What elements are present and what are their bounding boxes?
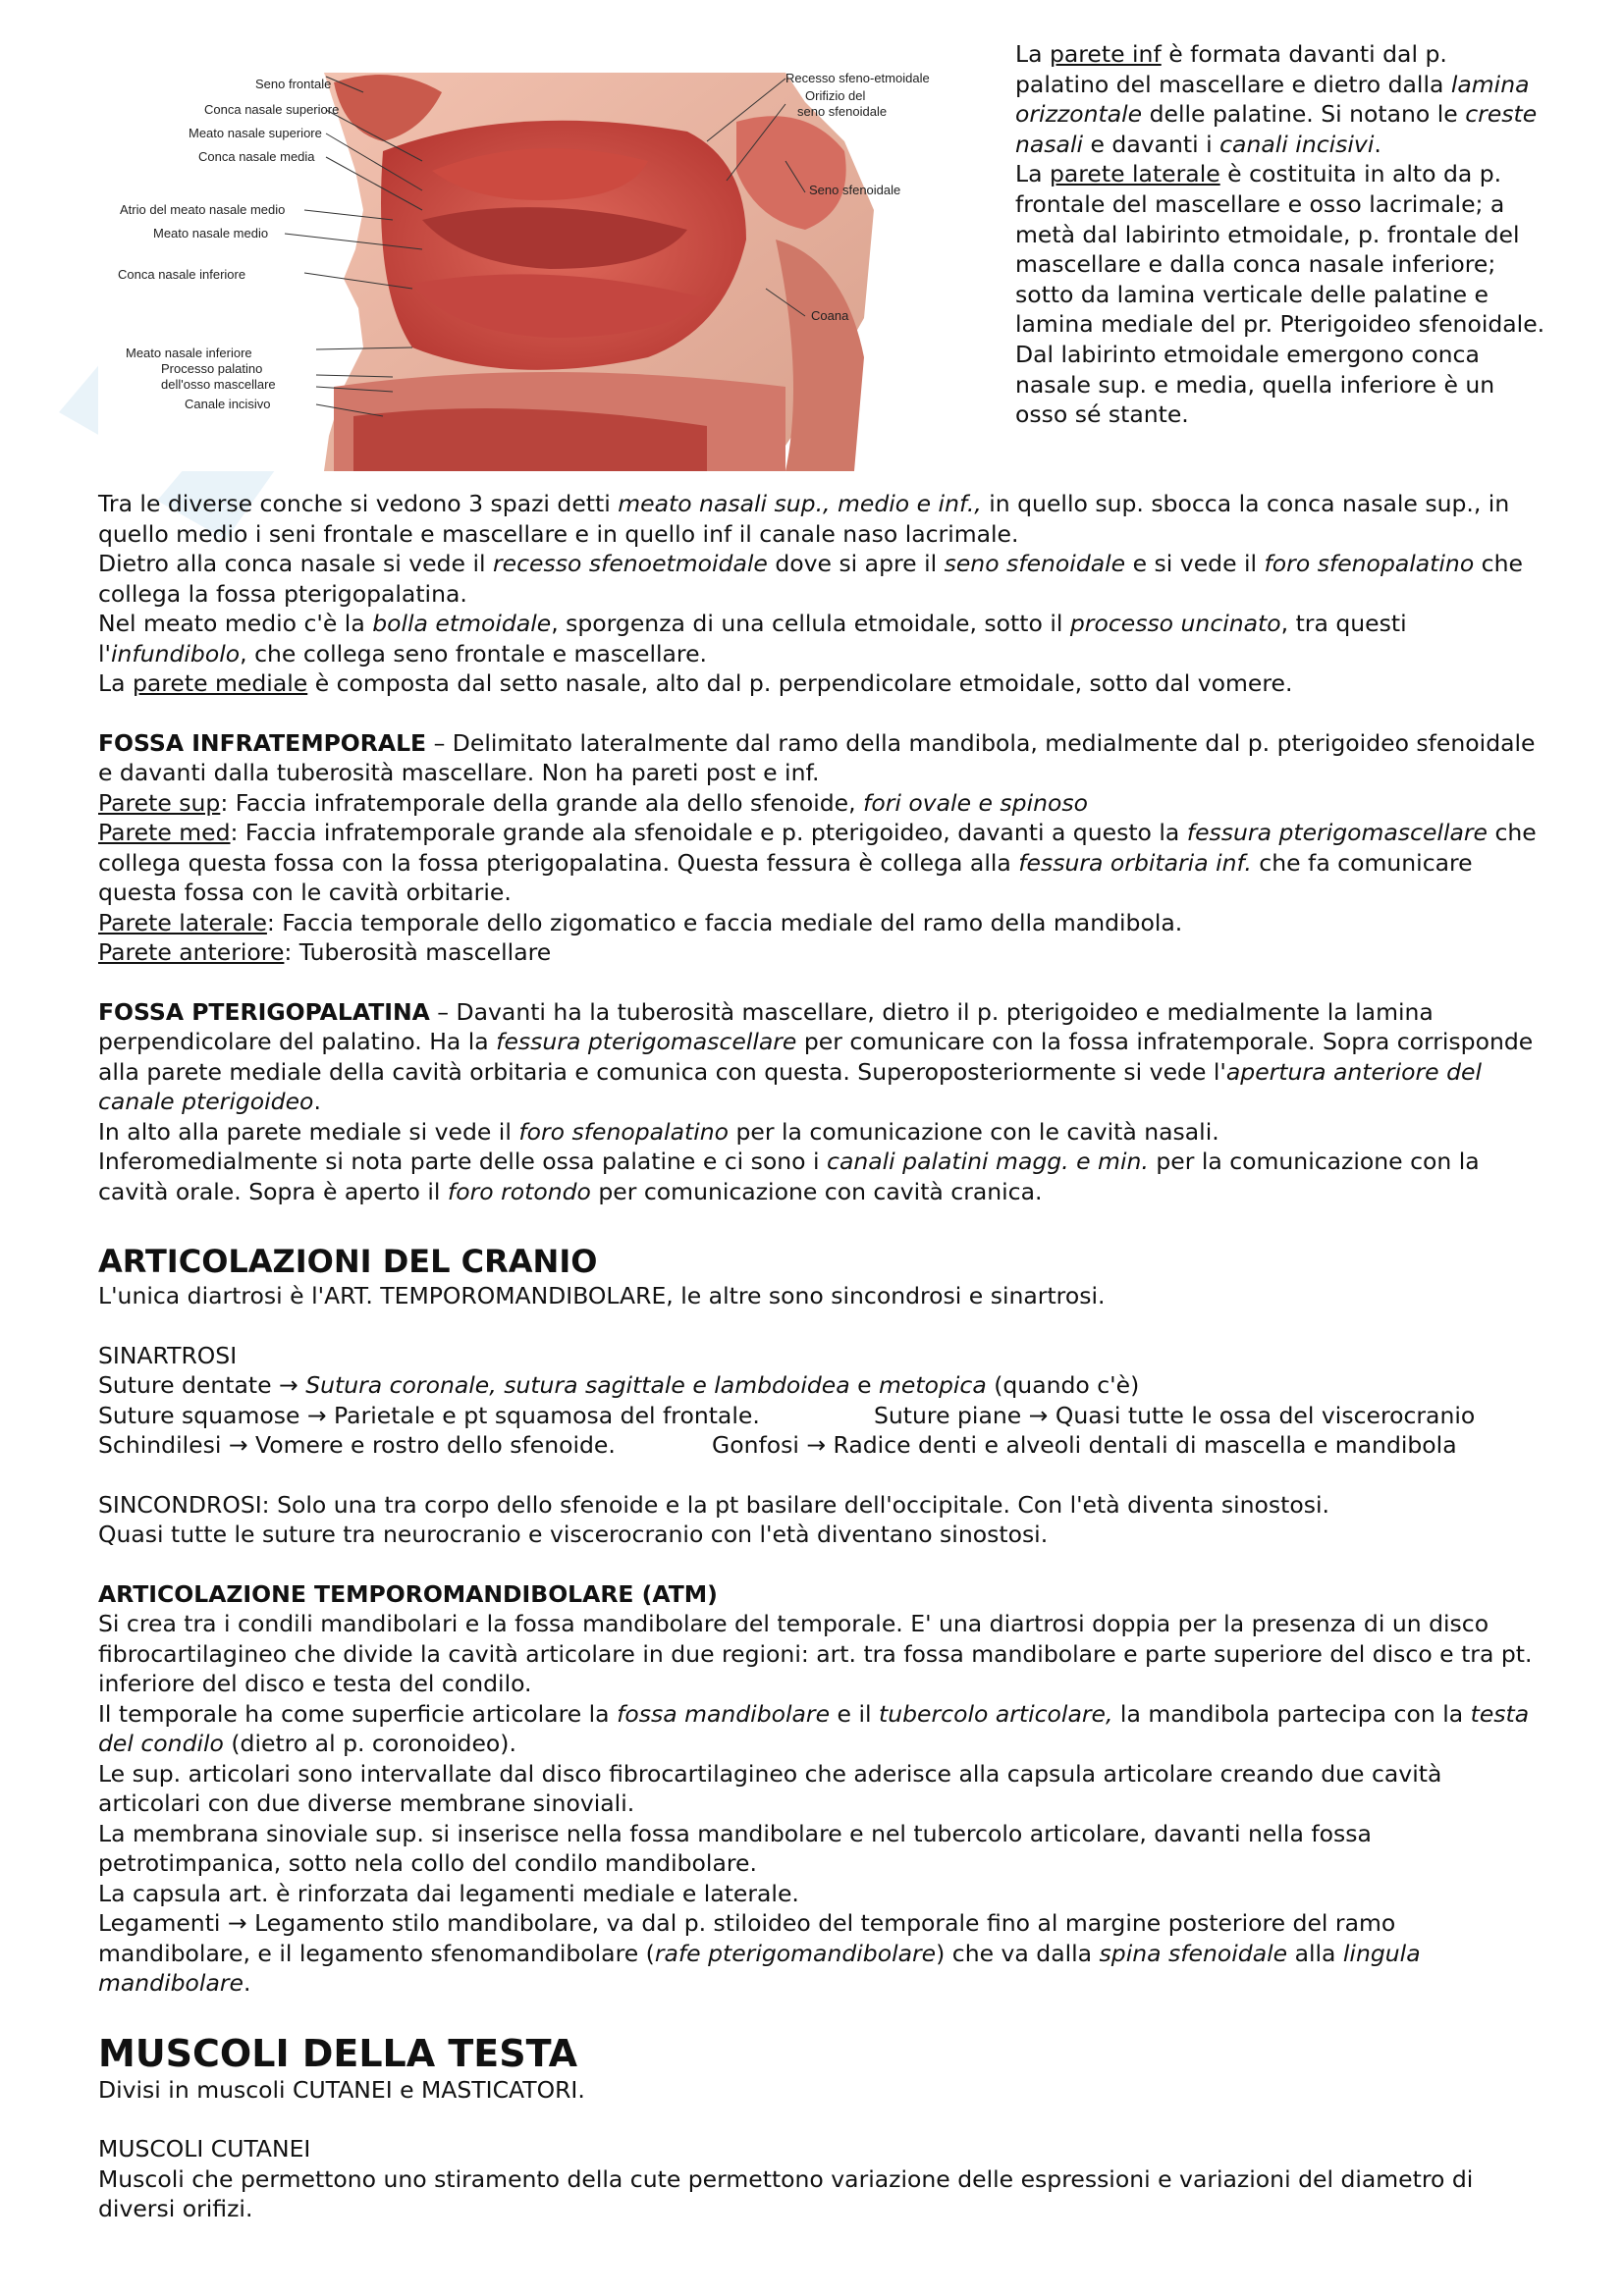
subheading-atm: ARTICOLAZIONE TEMPOROMANDIBOLARE (ATM) [98, 1579, 718, 1608]
figure-label: Conca nasale superiore [204, 102, 340, 117]
paragraph-sincondrosi: SINCONDROSI: Solo una tra corpo dello sfenoide e la pt basilare dell'occipitale. Con l'età diventa sinostosi. [98, 1490, 1330, 1519]
figure-label: Conca nasale inferiore [118, 267, 246, 282]
figure-label: Processo palatino [161, 361, 263, 376]
paragraph-foro-sfenopalatino: In alto alla parete mediale si vede il foro sfenopalatino per la comunicazione con le cavità nasali. [98, 1117, 1219, 1146]
paragraph-sinostosi: Quasi tutte le suture tra neurocranio e viscerocranio con l'età diventano sinostosi. [98, 1521, 1049, 1548]
paragraph-atm-6: Legamenti → Legamento stilo mandibolare, va dal p. stiloideo del temporale fino al margine posteriore del ramo mandibolare, e il legamento sfenomandibolare (rafe pterigomandibolare) che va dalla spina sfenoidale alla lingula mandibolare. [98, 1909, 1421, 1997]
paragraph-recesso: Dietro alla conca nasale si vede il recesso sfenoetmoidale dove si apre il seno sfenoidale e si vede il foro sfenopalatino che collega la fossa pterigopalatina. [98, 550, 1523, 608]
figure-label: Atrio del meato nasale medio [120, 202, 286, 217]
paragraph-parete-lat: Parete laterale: Faccia temporale dello zigomatico e faccia mediale del ramo della mandibola. [98, 908, 1183, 936]
paragraph-schindilesi-gonfosi: Schindilesi → Vomere e rostro dello sfenoide. Gonfosi → Radice denti e alveoli dentali di mascella e mandibola [98, 1431, 1457, 1459]
paragraph-atm-5: La capsula art. è rinforzata dai legamenti mediale e laterale. [98, 1879, 799, 1907]
paragraph-muscoli-cutanei: Muscoli che permettono uno stiramento della cute permettono variazione delle espressioni e variazioni del diametro di diversi orifizi. [98, 2164, 1474, 2222]
heading-muscoli: MUSCOLI DELLA TESTA [98, 2031, 578, 2075]
figure-label: Meato nasale superiore [189, 126, 322, 140]
figure-label: Orifizio del [805, 88, 866, 103]
paragraph-parete-sup: Parete sup: Faccia infratemporale della grande ala dello sfenoide, fori ovale e spinoso [98, 788, 1089, 817]
figure-label: Coana [811, 308, 849, 323]
paragraph-canali-palatini: Inferomedialmente si nota parte delle ossa palatine e ci sono i canali palatini magg. e min. per la comunicazione con la cavità orale. Sopra è aperto il foro rotondo per comunicazione con cavità cranica. [98, 1148, 1480, 1205]
section-heading: FOSSA INFRATEMPORALE [98, 728, 427, 757]
paragraph-meato-medio: Nel meato medio c'è la bolla etmoidale, sporgenza di una cellula etmoidale, sotto il processo uncinato, tra questi l'infundibolo, che collega seno frontale e mascellare. [98, 610, 1407, 667]
paragraph-fossa-infratemporale: FOSSA INFRATEMPORALE – Delimitato lateralmente dal ramo della mandibola, medialmente dal p. pterigoideo sfenoidale e davanti dalla tuberosità mascellare. Non ha pareti post e inf. [98, 728, 1536, 786]
paragraph-muscoli-intro: Divisi in muscoli CUTANEI e MASTICATORI. [98, 2075, 585, 2104]
paragraph-labirinto: Dal labirinto etmoidale emergono conca nasale sup. e media, quella inferiore è un osso sé stante. [1015, 340, 1495, 429]
paragraph-parete-med: Parete med: Faccia infratemporale grande ala sfenoidale e p. pterigoideo, davanti a questo la fessura pterigomascellare che collega questa fossa con la fossa pterigopalatina. Questa fessura è collega alla fessura orbitaria inf. che fa comunicare questa fossa con le cavità orbitarie. [98, 819, 1537, 906]
figure-label: Meato nasale medio [153, 226, 269, 240]
figure-label: dell'osso mascellare [161, 377, 276, 392]
figure-label: Seno frontale [255, 77, 332, 91]
paragraph-articolazioni-intro: L'unica diartrosi è l'ART. TEMPOROMANDIBOLARE, le altre sono sincondrosi e sinartrosi. [98, 1282, 1106, 1309]
paragraph-suture-squamose-piane: Suture squamose → Parietale e pt squamosa del frontale. Suture piane → Quasi tutte le ossa del viscerocranio [98, 1401, 1476, 1429]
paragraph-parete-inf: La parete inf è formata davanti dal p. palatino del mascellare e dietro dalla lamina orizzontale delle palatine. Si notano le creste nasali e davanti i canali incisivi. [1015, 40, 1538, 158]
paragraph-atm-4: La membrana sinoviale sup. si inserisce nella fossa mandibolare e nel tubercolo articolare, davanti nella fossa petrotimpanica, sotto nela collo del condilo mandibolare. [98, 1819, 1372, 1877]
figure-label: seno sfenoidale [797, 104, 888, 119]
paragraph-suture-dentate: Suture dentate → Sutura coronale, sutura sagittale e lambdoidea e metopica (quando c'è) [98, 1371, 1140, 1399]
side-text-column [1015, 39, 1545, 430]
main-text-column [98, 489, 1542, 2224]
paragraph-meati: Tra le diverse conche si vedono 3 spazi detti meato nasali sup., medio e inf., in quello sup. sbocca la conca nasale sup., in quello medio i seni frontale e mascellare e in quello inf il canale naso lacrimale. [98, 490, 1510, 548]
figure-label: Meato nasale inferiore [126, 346, 252, 360]
figure-label: Canale incisivo [185, 397, 271, 411]
nasal-cavity-figure [98, 63, 990, 471]
figure-label: Conca nasale media [198, 149, 315, 164]
paragraph-atm-2: Il temporale ha come superficie articolare la fossa mandibolare e il tubercolo articolare, la mandibola partecipa con la testa del condilo (dietro al p. coronoideo). [98, 1699, 1530, 1757]
paragraph-fossa-pterigopalatina: FOSSA PTERIGOPALATINA – Davanti ha la tuberosità mascellare, dietro il p. pterigoideo e medialmente la lamina perpendicolare del palatino. Ha la fessura pterigomascellare per comunicare con la fossa infratemporale. Sopra corrisponde alla parete mediale della cavità orbitaria e comunica con questa. Superoposteriormente si vede l'apertura anteriore del canale pterigoideo. [98, 997, 1534, 1115]
subheading-muscoli-cutanei: MUSCOLI CUTANEI [98, 2135, 311, 2163]
heading-articolazioni: ARTICOLAZIONI DEL CRANIO [98, 1243, 598, 1280]
section-heading: FOSSA PTERIGOPALATINA [98, 997, 430, 1026]
paragraph-parete-mediale: La parete mediale è composta dal setto nasale, alto dal p. perpendicolare etmoidale, sotto dal vomere. [98, 669, 1293, 697]
subheading-sinartrosi: SINARTROSI [98, 1341, 238, 1369]
paragraph-atm-1: Si crea tra i condili mandibolari e la fossa mandibolare del temporale. E' una diartrosi doppia per la presenza di un disco fibrocartilagineo che divide la cavità articolare in due regioni: art. tra fossa mandibolare e parte superiore del disco e tra pt. inferiore del disco e testa del condilo. [98, 1610, 1533, 1697]
paragraph-parete-laterale: La parete laterale è costituita in alto da p. frontale del mascellare e osso lacrimale; a metà dal labirinto etmoidale, p. frontale del mascellare e dalla conca nasale inferiore; sotto da lamina verticale delle palatine e lamina mediale del pr. Pterigoideo sfenoidale. [1015, 160, 1545, 339]
figure-label: Recesso sfeno-etmoidale [785, 71, 930, 85]
paragraph-atm-3: Le sup. articolari sono intervallate dal disco fibrocartilagineo che aderisce alla capsula articolare creando due cavità articolari con due diverse membrane sinoviali. [98, 1759, 1442, 1817]
figure-label: Seno sfenoidale [809, 183, 901, 197]
paragraph-parete-ant: Parete anteriore: Tuberosità mascellare [98, 938, 552, 966]
